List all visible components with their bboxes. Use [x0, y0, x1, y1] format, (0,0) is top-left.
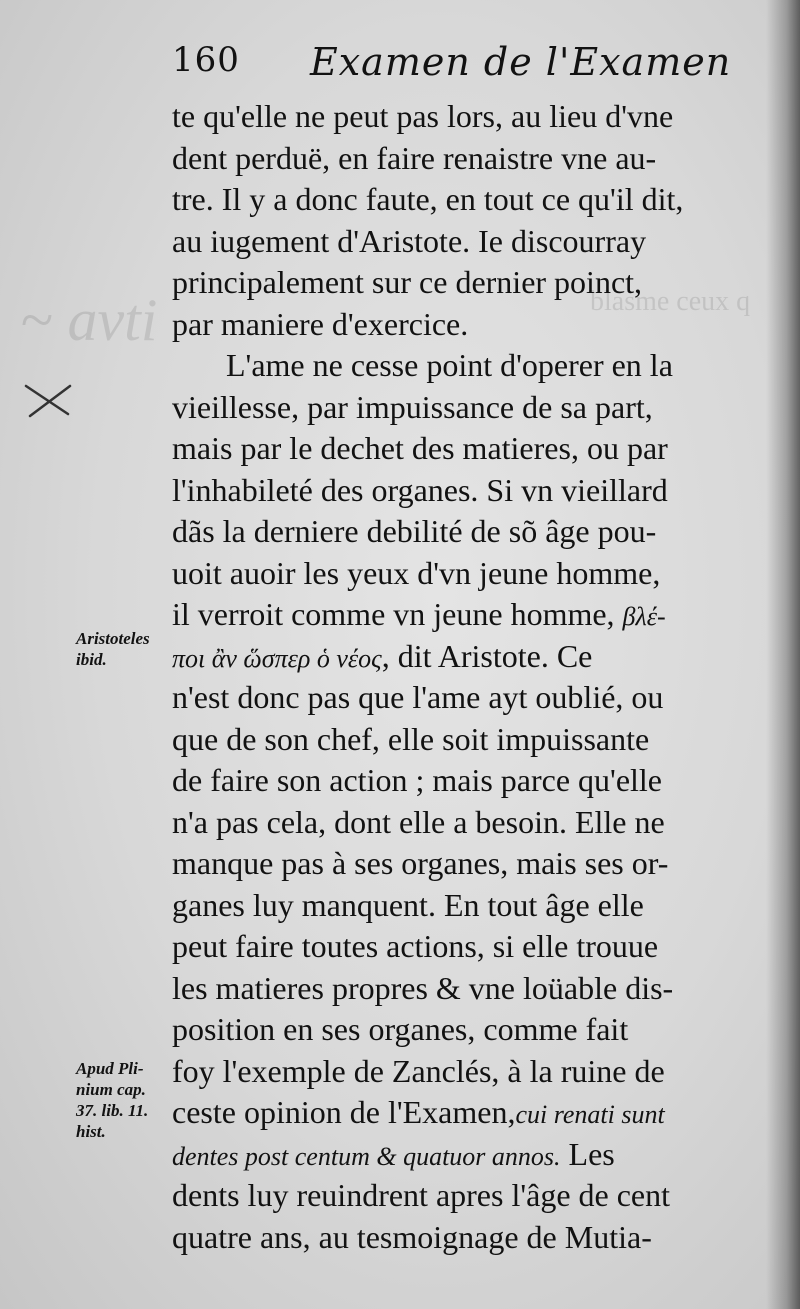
text-line: au iugement d'Aristote. Ie discourray	[172, 222, 647, 259]
margin-note-pliny	[76, 1058, 148, 1142]
latin-quote: dentes post centum & quatuor annos.	[172, 1141, 561, 1171]
margin-note-line: nium cap.	[76, 1080, 146, 1099]
text-segment: Les	[560, 1135, 615, 1172]
text-line: quatre ans, au tesmoignage de Mutia-	[172, 1218, 652, 1255]
text-line	[172, 594, 772, 636]
text-line	[172, 636, 772, 678]
margin-note-line: Apud Pli-	[76, 1059, 144, 1078]
text-line: peut faire toutes actions, si elle trouue	[172, 928, 659, 964]
page-number: 160	[172, 40, 240, 80]
show-through-text: blasme ceux q	[590, 286, 751, 317]
running-head: Examen de l'Examen	[310, 40, 732, 84]
margin-note-line: 37. lib. 11.	[76, 1101, 149, 1120]
greek-text: βλέ-	[622, 602, 666, 631]
body-text	[172, 96, 772, 1258]
text-line	[172, 1134, 772, 1176]
text-line: position en ses organes, comme fait	[172, 1011, 629, 1047]
handwritten-x-mark	[20, 382, 76, 418]
text-line: uoit auoir les yeux d'vn jeune homme,	[172, 554, 661, 591]
text-line: dãs la derniere debilité de sõ âge pou-	[172, 513, 657, 549]
text-line: te qu'elle ne peut pas lors, au lieu d'vne	[172, 98, 674, 134]
text-line: ganes luy manquent. En tout âge elle	[172, 886, 644, 923]
text-segment: il verroit comme vn jeune homme,	[172, 596, 615, 632]
margin-note-line: ibid.	[76, 650, 107, 669]
paragraph-start-line: L'ame ne cesse point d'operer en la	[226, 347, 673, 383]
latin-quote: cui renati sunt	[515, 1100, 665, 1129]
text-line: les matieres propres & vne loüable dis-	[172, 969, 674, 1006]
text-segment: ceste opinion de l'Examen,	[172, 1094, 516, 1130]
greek-quote: ποι ἂν ὥσπερ ὁ νέος	[172, 643, 382, 673]
text-line	[172, 1092, 772, 1134]
text-line: mais par le dechet des matieres, ou par	[172, 430, 668, 466]
text-line: tre. Il y a donc faute, en tout ce qu'il dit,	[172, 181, 684, 217]
page-header	[172, 40, 732, 96]
text-line: dent perduë, en faire renaistre vne au-	[172, 139, 657, 176]
text-line: l'inhabileté des organes. Si vn vieillard	[172, 471, 668, 508]
text-line: foy l'exemple de Zanclés, à la ruine de	[172, 1052, 665, 1089]
text-line: dents luy reuindrent apres l'âge de cent	[172, 1177, 671, 1213]
text-segment: , dit Aristote. Ce	[381, 637, 593, 674]
text-line: n'a pas cela, dont elle a besoin. Elle ne	[172, 803, 665, 840]
text-line: que de son chef, elle soit impuissante	[172, 720, 650, 757]
margin-note-aristotle	[76, 628, 150, 670]
margin-note-line: hist.	[76, 1122, 106, 1141]
text-line: de faire son action ; mais parce qu'elle	[172, 762, 662, 798]
margin-note-line: Aristoteles	[76, 629, 150, 648]
text-line: vieillesse, par impuissance de sa part,	[172, 388, 653, 425]
text-line: par maniere d'exercice.	[172, 305, 469, 342]
text-line: principalement sur ce dernier poinct,	[172, 264, 643, 300]
text-line: n'est donc pas que l'ame ayt oublié, ou	[172, 679, 664, 715]
show-through-scribble: ~ avti	[20, 287, 158, 353]
text-line: manque pas à ses organes, mais ses or-	[172, 845, 669, 881]
